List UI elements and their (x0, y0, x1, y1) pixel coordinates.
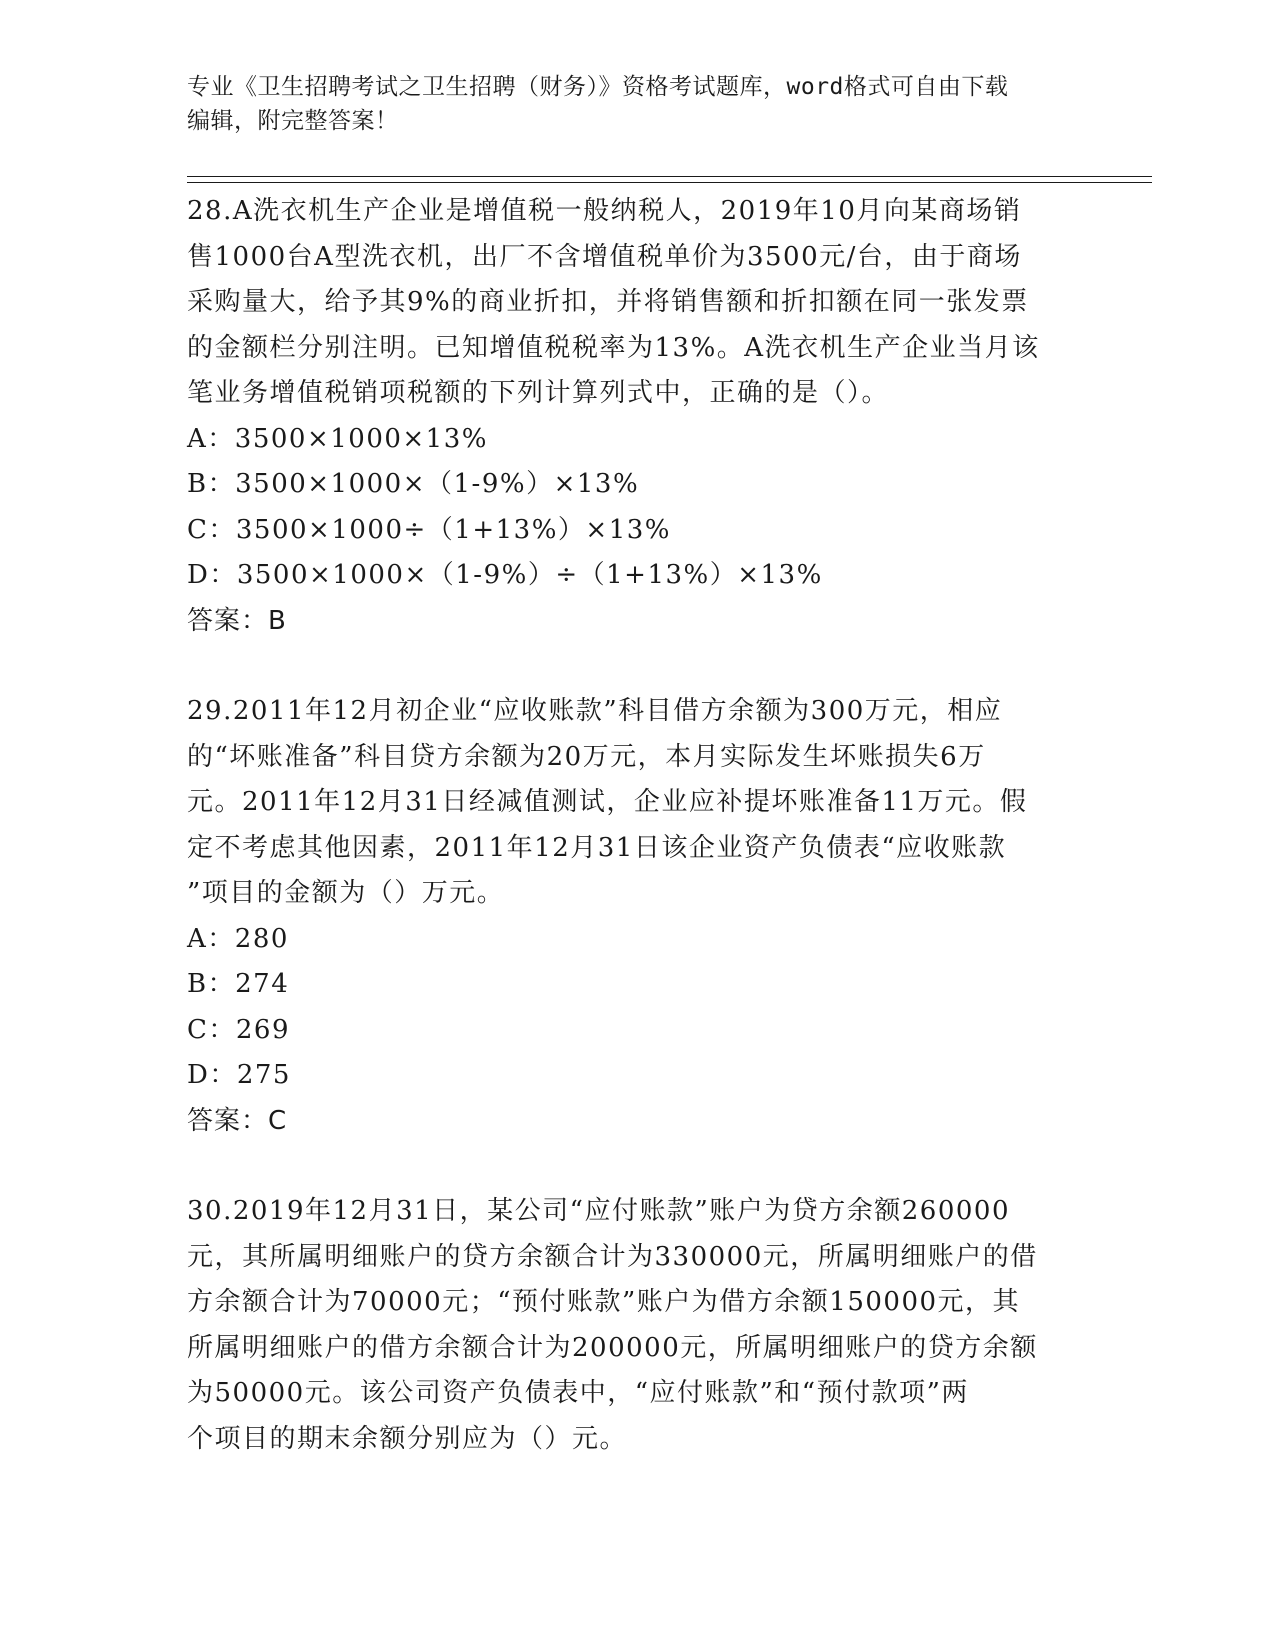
question-line: 笔业务增值税销项税额的下列计算列式中，正确的是（）。 (187, 378, 890, 408)
question-28 (187, 189, 1067, 644)
question-line: ”项目的金额为（）万元。 (187, 878, 505, 908)
question-line: 为50000元。该公司资产负债表中，“应付账款”和“预付款项”两 (187, 1378, 969, 1408)
option-c: C：3500×1000÷（1+13%）×13% (187, 514, 671, 545)
question-line: 29.2011年12月初企业“应收账款”科目借方余额为300万元，相应 (187, 696, 1003, 726)
question-29 (187, 689, 1067, 1144)
question-line: 方余额合计为70000元；“预付账款”账户为借方余额150000元，其 (187, 1287, 1021, 1317)
question-line: 采购量大，给予其9%的商业折扣，并将销售额和折扣额在同一张发票 (187, 287, 1029, 317)
header-line: 编辑，附完整答案！ (187, 108, 399, 134)
question-line: 个项目的期末余额分别应为（）元。 (187, 1423, 628, 1454)
option-d: D：3500×1000×（1-9%）÷（1+13%）×13% (187, 560, 823, 590)
question-line: 的“坏账准备”科目贷方余额为20万元，本月实际发生坏账损失6万 (187, 741, 986, 772)
option-b: B：274 (187, 969, 290, 999)
header-divider (187, 182, 1152, 183)
question-stem (187, 189, 1067, 417)
document-header (187, 70, 1087, 138)
question-line: 所属明细账户的借方余额合计为200000元，所属明细账户的贷方余额 (187, 1332, 1038, 1363)
option-a: A：280 (187, 923, 289, 954)
answer: 答案：C (187, 1105, 288, 1136)
question-30 (187, 1189, 1067, 1462)
question-line: 30.2019年12月31日，某公司“应付账款”账户为贷方余额260000 (187, 1196, 1011, 1226)
question-line: 元。2011年12月31日经减值测试，企业应补提坏账准备11万元。假 (187, 787, 1028, 817)
question-stem (187, 689, 1067, 917)
option-a: A：3500×1000×13% (187, 423, 488, 454)
question-line: 定不考虑其他因素，2011年12月31日该企业资产负债表“应收账款 (187, 832, 1007, 863)
header-line: 专业《卫生招聘考试之卫生招聘（财务）》资格考试题库，word格式可自由下载 (187, 74, 1009, 100)
question-stem (187, 1189, 1067, 1462)
question-line: 的金额栏分别注明。已知增值税税率为13%。A洗衣机生产企业当月该 (187, 332, 1040, 363)
option-d: D：275 (187, 1060, 291, 1090)
question-line: 售1000台A型洗衣机，出厂不含增值税单价为3500元/台，由于商场 (187, 241, 1022, 272)
answer: 答案：B (187, 605, 287, 636)
question-line: 28.A洗衣机生产企业是增值税一般纳税人，2019年10月向某商场销 (187, 196, 1022, 226)
question-line: 元，其所属明细账户的贷方余额合计为330000元，所属明细账户的借 (187, 1241, 1038, 1272)
option-b: B：3500×1000×（1-9%）×13% (187, 469, 640, 499)
header-divider (187, 176, 1152, 177)
option-c: C：269 (187, 1014, 291, 1045)
